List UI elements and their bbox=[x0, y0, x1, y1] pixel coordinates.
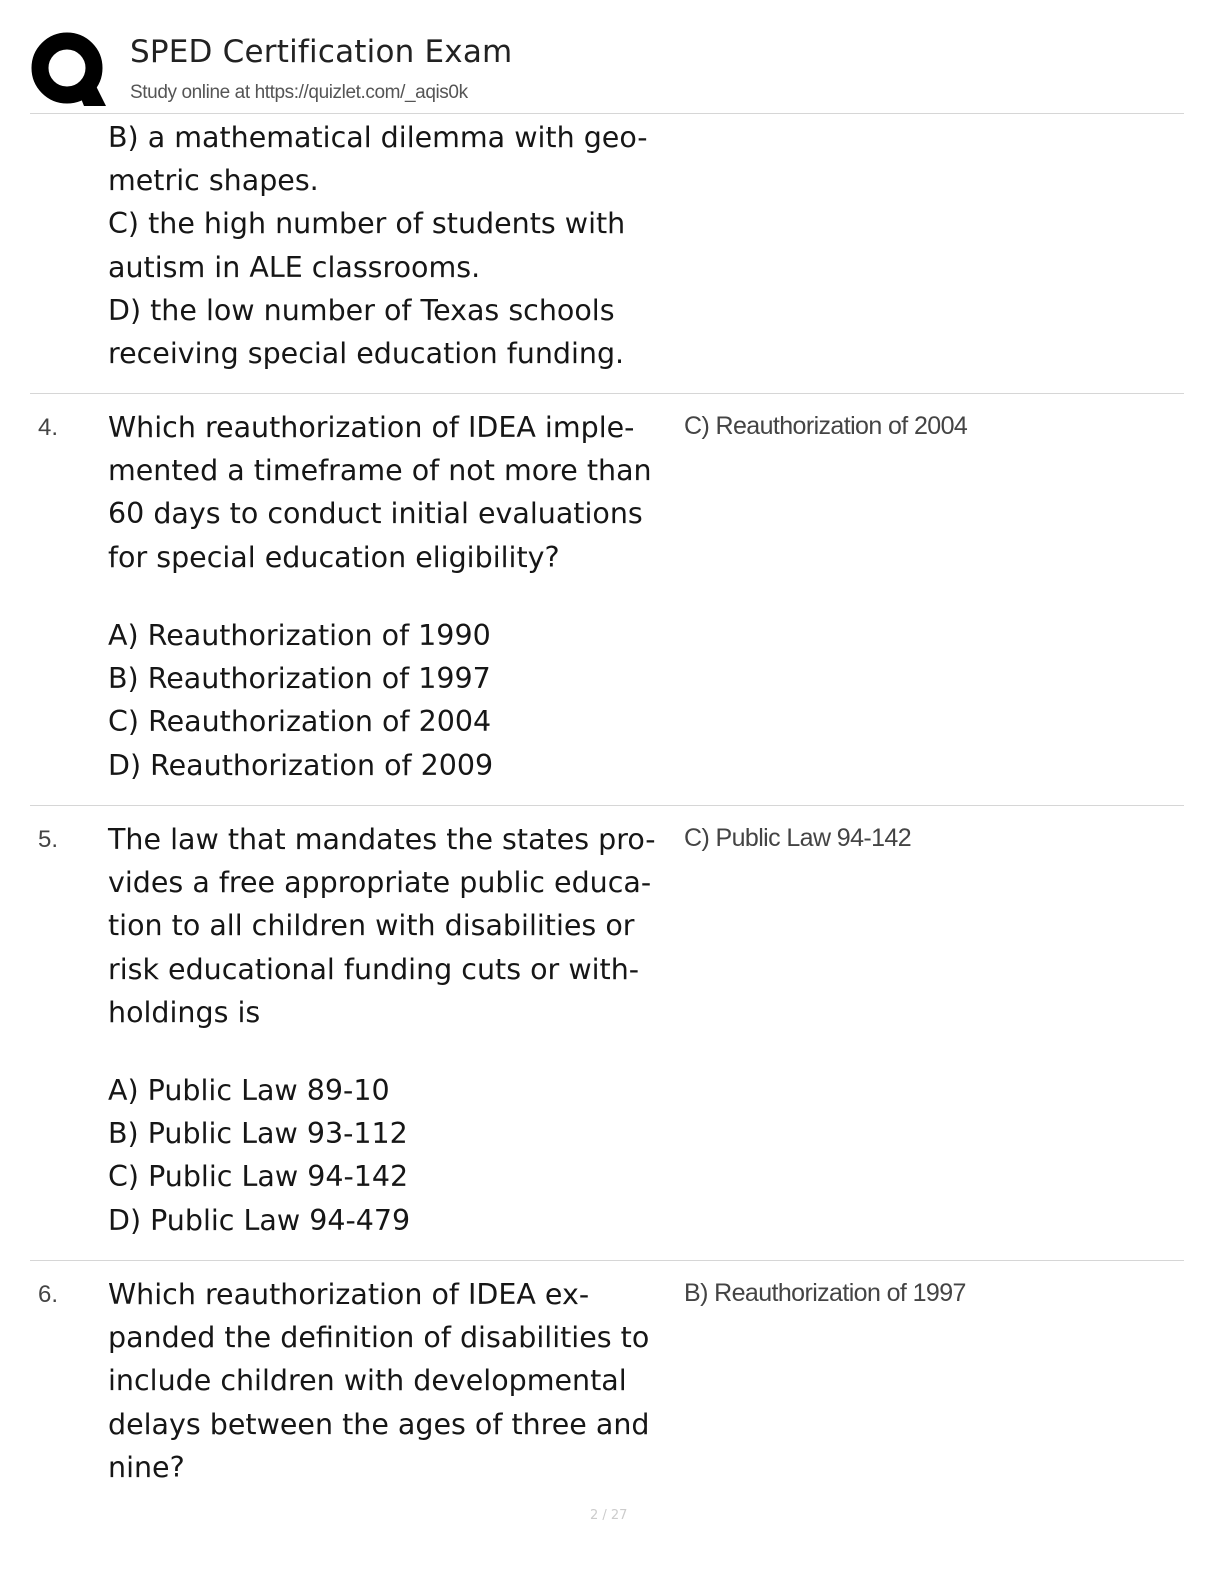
answer-text: C) Public Law 94-142 bbox=[684, 824, 912, 852]
answer-text: C) Reauthorization of 2004 bbox=[684, 412, 968, 440]
question-text bbox=[108, 818, 686, 1034]
text-line: C) the high number of students with bbox=[108, 207, 626, 241]
text-line: The law that mandates the states pro- bbox=[108, 823, 656, 856]
text-line: Which reauthorization of IDEA imple- bbox=[108, 411, 635, 444]
text-line: metric shapes. bbox=[108, 164, 319, 198]
option-item: D) Public Law 94-479 bbox=[108, 1203, 411, 1237]
answer-options bbox=[108, 614, 686, 787]
answer-text: B) Reauthorization of 1997 bbox=[684, 1279, 966, 1307]
text-line: nine? bbox=[108, 1450, 185, 1484]
text-line: for special education eligibility? bbox=[108, 540, 560, 574]
quizlet-logo-icon bbox=[30, 30, 110, 110]
text-line: include children with developmental bbox=[108, 1364, 627, 1398]
answer-options bbox=[108, 1069, 686, 1242]
option-item: B) Public Law 93-112 bbox=[108, 1117, 408, 1151]
text-line: 60 days to conduct initial evaluations bbox=[108, 497, 643, 531]
divider bbox=[30, 1260, 1184, 1261]
option-item: C) Public Law 94-142 bbox=[108, 1160, 409, 1194]
text-line: delays between the ages of three and bbox=[108, 1407, 650, 1441]
text-line: mented a timeframe of not more than bbox=[108, 454, 652, 488]
text-line: D) the low number of Texas schools bbox=[108, 293, 615, 327]
option-item: A) Reauthorization of 1990 bbox=[108, 619, 491, 652]
question-text bbox=[108, 406, 686, 579]
question-text bbox=[108, 1273, 686, 1489]
text-line: B) a mathematical dilemma with geo- bbox=[108, 121, 648, 154]
divider bbox=[30, 805, 1184, 806]
text-line: holdings is bbox=[108, 995, 261, 1029]
text-line: autism in ALE classrooms. bbox=[108, 250, 481, 284]
option-item: A) Public Law 89-10 bbox=[108, 1074, 390, 1107]
question-number: 6. bbox=[38, 1281, 59, 1308]
continued-options bbox=[108, 116, 686, 375]
page-number: 2 / 27 bbox=[590, 1508, 628, 1523]
option-item: D) Reauthorization of 2009 bbox=[108, 748, 494, 782]
text-line: panded the definition of disabilities to bbox=[108, 1321, 650, 1355]
divider bbox=[30, 113, 1184, 114]
page-title: SPED Certification Exam bbox=[130, 34, 513, 70]
divider bbox=[30, 393, 1184, 394]
option-item: C) Reauthorization of 2004 bbox=[108, 705, 492, 739]
text-line: risk educational funding cuts or with- bbox=[108, 952, 640, 986]
text-line: Which reauthorization of IDEA ex- bbox=[108, 1278, 590, 1311]
text-line: tion to all children with disabilities or bbox=[108, 909, 635, 943]
option-item: B) Reauthorization of 1997 bbox=[108, 662, 491, 696]
study-link: Study online at https://quizlet.com/_aqis0k bbox=[130, 82, 468, 103]
question-number: 5. bbox=[38, 826, 59, 853]
text-line: vides a free appropriate public educa- bbox=[108, 866, 652, 900]
question-number: 4. bbox=[38, 414, 59, 441]
page-header bbox=[30, 26, 1184, 114]
text-line: receiving special education funding. bbox=[108, 337, 625, 371]
